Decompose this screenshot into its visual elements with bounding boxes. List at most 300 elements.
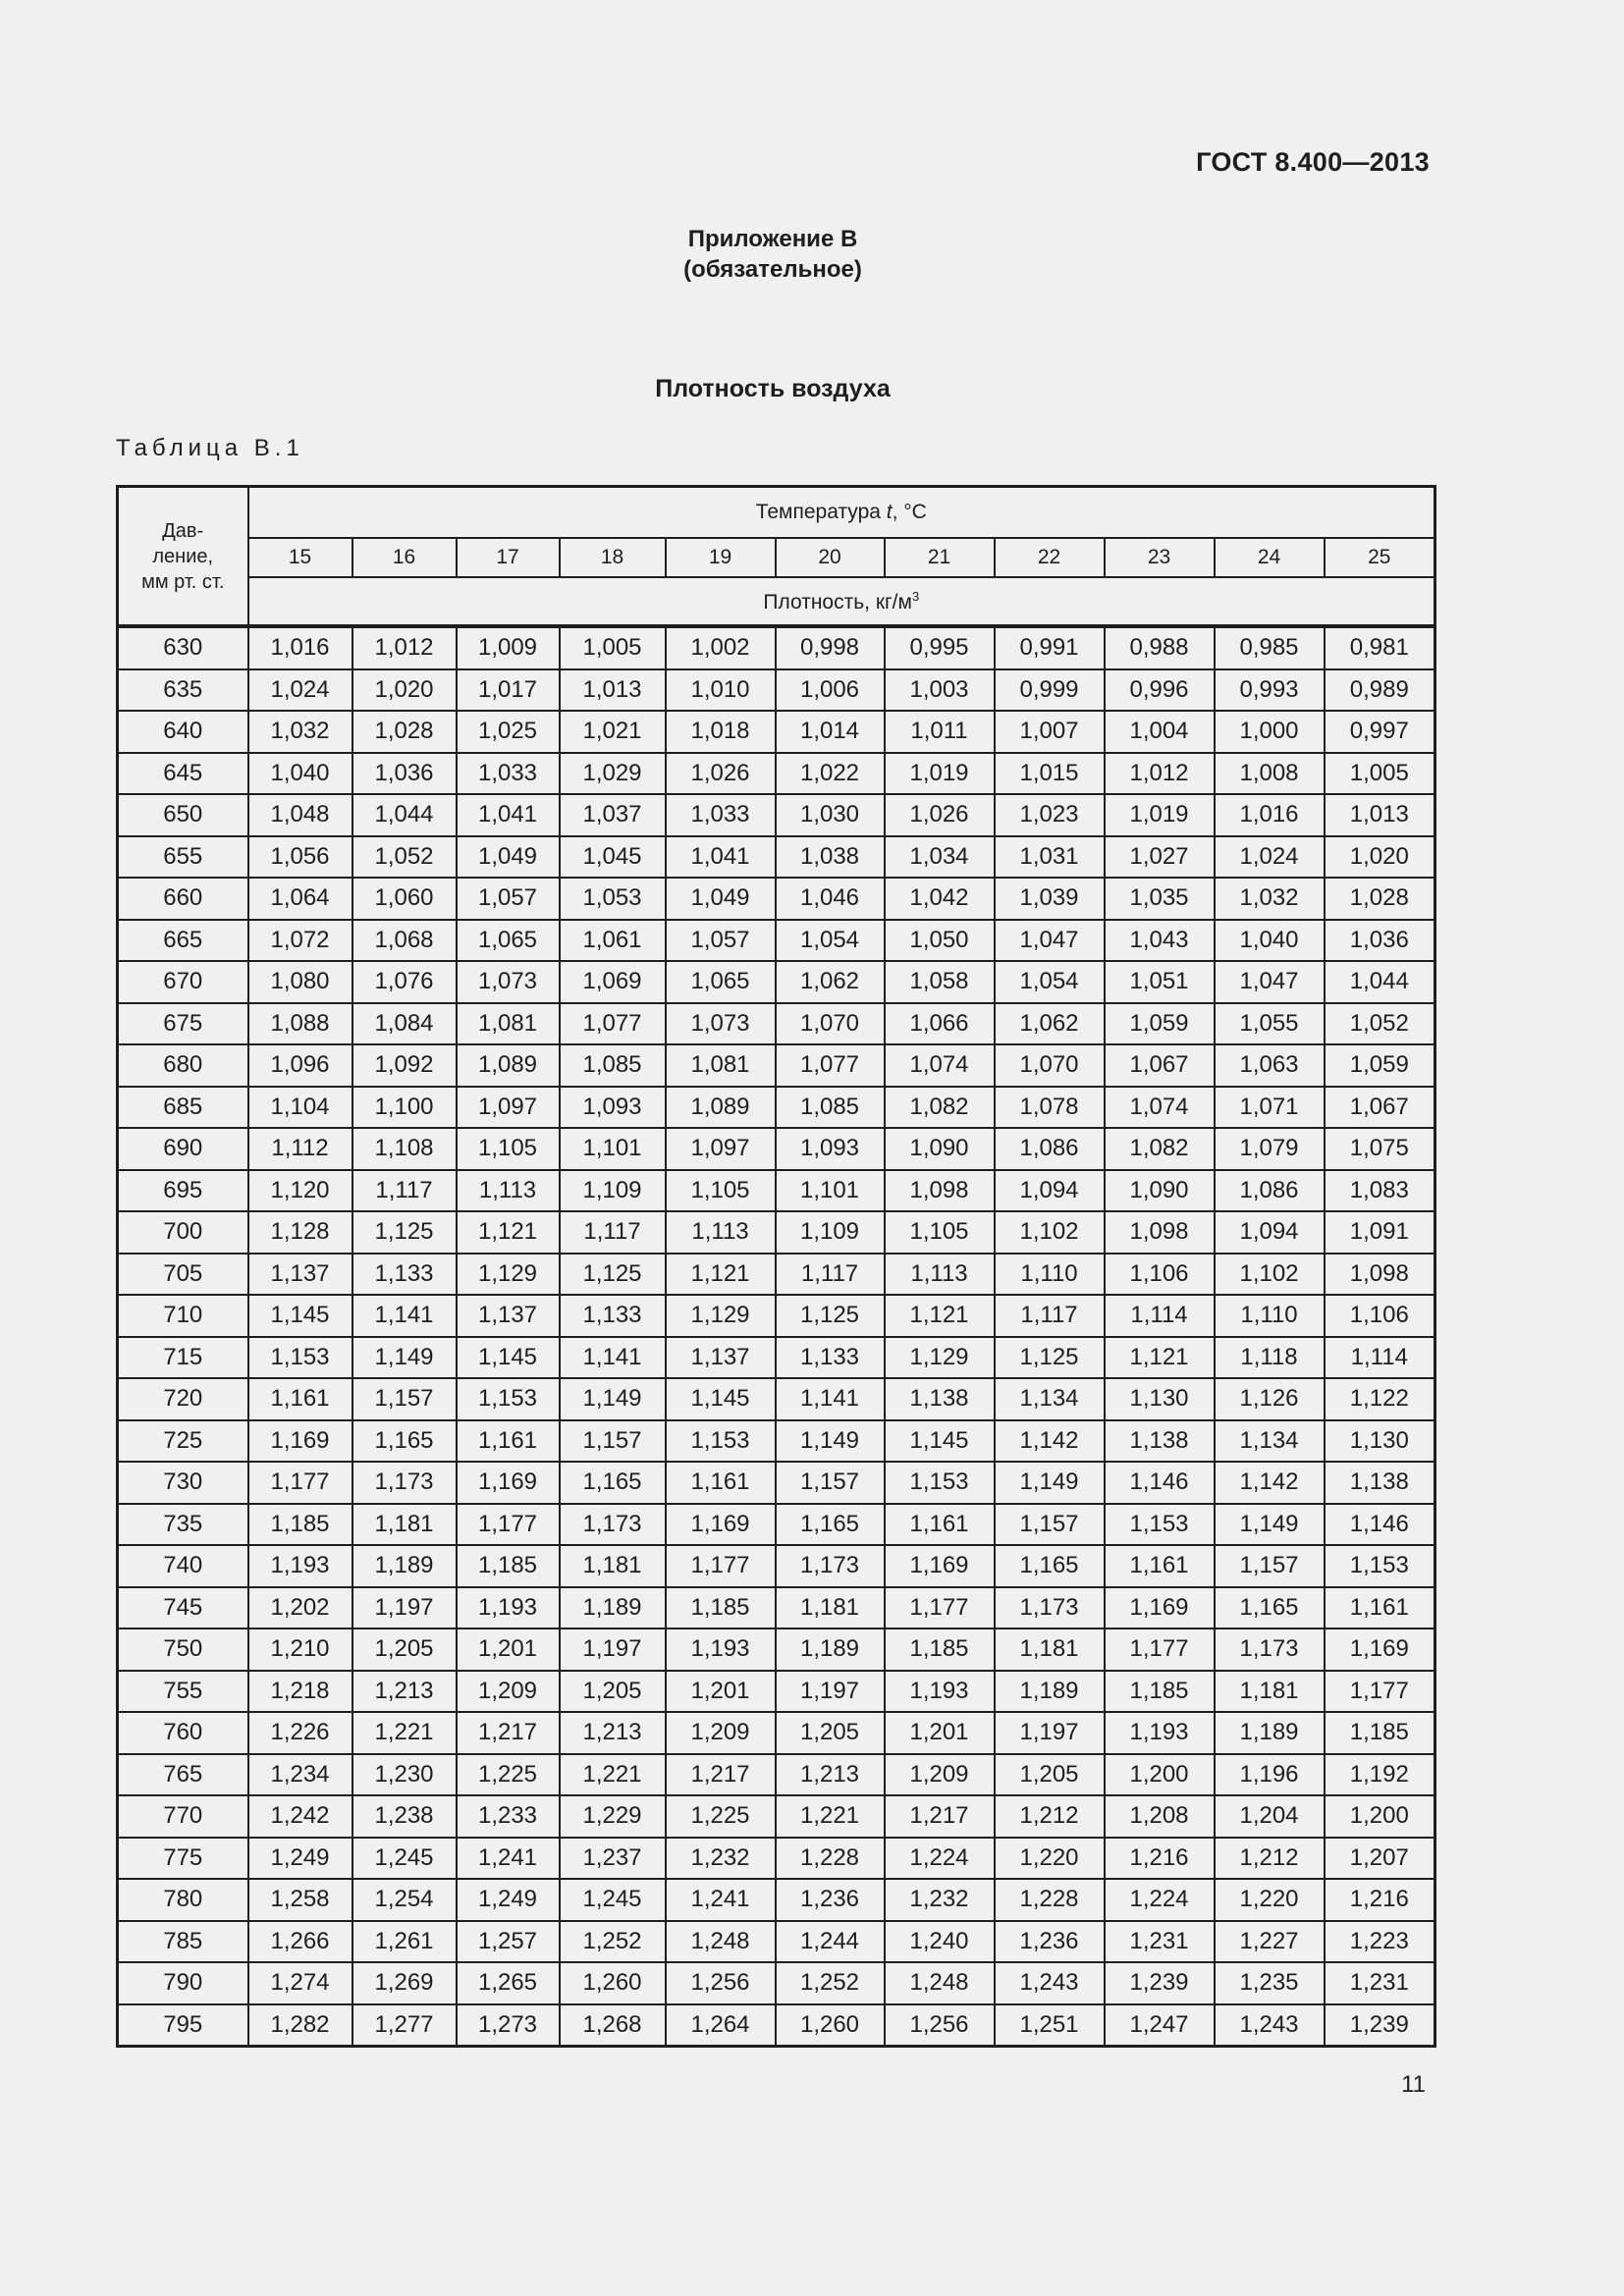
density-cell: 1,201 bbox=[666, 1671, 776, 1713]
density-cell: 1,193 bbox=[666, 1629, 776, 1671]
density-cell: 1,201 bbox=[457, 1629, 560, 1671]
density-cell: 1,282 bbox=[248, 2004, 352, 2047]
density-cell: 1,094 bbox=[995, 1170, 1105, 1212]
table-row bbox=[118, 961, 1435, 1003]
density-cell: 1,117 bbox=[995, 1295, 1105, 1337]
density-cell: 1,057 bbox=[666, 920, 776, 962]
density-cell: 1,264 bbox=[666, 2004, 776, 2047]
density-cell: 1,059 bbox=[1325, 1044, 1435, 1087]
density-cell: 1,161 bbox=[248, 1378, 352, 1420]
density-cell: 1,212 bbox=[1215, 1838, 1325, 1880]
density-cell: 1,090 bbox=[1105, 1170, 1215, 1212]
density-cell: 1,056 bbox=[248, 836, 352, 879]
density-cell: 1,102 bbox=[995, 1211, 1105, 1254]
density-cell: 1,161 bbox=[1325, 1587, 1435, 1629]
pressure-cell: 795 bbox=[118, 2004, 248, 2047]
table-row bbox=[118, 1337, 1435, 1379]
density-cell: 1,027 bbox=[1105, 836, 1215, 879]
pressure-cell: 695 bbox=[118, 1170, 248, 1212]
density-cell: 1,051 bbox=[1105, 961, 1215, 1003]
table-row bbox=[118, 1254, 1435, 1296]
density-cell: 1,217 bbox=[885, 1795, 995, 1838]
density-cell: 1,213 bbox=[776, 1754, 885, 1796]
density-cell: 1,248 bbox=[666, 1921, 776, 1963]
density-cell: 1,129 bbox=[666, 1295, 776, 1337]
density-cell: 0,995 bbox=[885, 626, 995, 669]
table-row bbox=[118, 1295, 1435, 1337]
temperature-column-header: 25 bbox=[1325, 538, 1435, 577]
density-cell: 1,197 bbox=[995, 1712, 1105, 1754]
density-cell: 1,101 bbox=[560, 1128, 666, 1170]
temperature-column-header: 21 bbox=[885, 538, 995, 577]
density-cell: 1,104 bbox=[248, 1087, 352, 1129]
density-cell: 1,205 bbox=[560, 1671, 666, 1713]
density-cell: 1,257 bbox=[457, 1921, 560, 1963]
density-header-superscript: 3 bbox=[911, 588, 920, 604]
density-cell: 1,256 bbox=[885, 2004, 995, 2047]
density-cell: 1,058 bbox=[885, 961, 995, 1003]
density-cell: 1,098 bbox=[1105, 1211, 1215, 1254]
pressure-cell: 690 bbox=[118, 1128, 248, 1170]
density-cell: 0,989 bbox=[1325, 669, 1435, 712]
density-cell: 1,205 bbox=[352, 1629, 457, 1671]
density-cell: 1,005 bbox=[1325, 753, 1435, 795]
density-cell: 1,221 bbox=[776, 1795, 885, 1838]
density-cell: 1,013 bbox=[560, 669, 666, 712]
density-cell: 1,235 bbox=[1215, 1962, 1325, 2004]
density-cell: 1,014 bbox=[776, 711, 885, 753]
temperature-column-header: 23 bbox=[1105, 538, 1215, 577]
density-cell: 1,016 bbox=[1215, 794, 1325, 836]
temperature-column-header: 16 bbox=[352, 538, 457, 577]
density-cell: 1,080 bbox=[248, 961, 352, 1003]
density-cell: 1,177 bbox=[1325, 1671, 1435, 1713]
pressure-cell: 685 bbox=[118, 1087, 248, 1129]
density-cell: 1,137 bbox=[666, 1337, 776, 1379]
density-cell: 1,113 bbox=[666, 1211, 776, 1254]
density-cell: 1,239 bbox=[1325, 2004, 1435, 2047]
density-cell: 1,210 bbox=[248, 1629, 352, 1671]
density-cell: 1,133 bbox=[560, 1295, 666, 1337]
density-cell: 1,032 bbox=[248, 711, 352, 753]
density-cell: 1,173 bbox=[560, 1504, 666, 1546]
density-cell: 1,197 bbox=[560, 1629, 666, 1671]
density-cell: 1,193 bbox=[457, 1587, 560, 1629]
temperature-column-header: 20 bbox=[776, 538, 885, 577]
density-cell: 1,036 bbox=[1325, 920, 1435, 962]
appendix-heading bbox=[0, 224, 1545, 285]
table-row bbox=[118, 1795, 1435, 1838]
density-cell: 1,153 bbox=[1105, 1504, 1215, 1546]
density-cell: 1,138 bbox=[885, 1378, 995, 1420]
pressure-cell: 760 bbox=[118, 1712, 248, 1754]
density-cell: 1,157 bbox=[560, 1420, 666, 1463]
density-cell: 1,268 bbox=[560, 2004, 666, 2047]
density-cell: 1,024 bbox=[248, 669, 352, 712]
density-cell: 1,165 bbox=[560, 1462, 666, 1504]
density-cell: 1,120 bbox=[248, 1170, 352, 1212]
density-cell: 1,209 bbox=[666, 1712, 776, 1754]
density-cell: 1,254 bbox=[352, 1879, 457, 1921]
density-cell: 1,221 bbox=[352, 1712, 457, 1754]
density-cell: 1,130 bbox=[1325, 1420, 1435, 1463]
pressure-cell: 630 bbox=[118, 626, 248, 669]
table-row bbox=[118, 2004, 1435, 2047]
density-cell: 1,121 bbox=[885, 1295, 995, 1337]
density-cell: 1,070 bbox=[995, 1044, 1105, 1087]
density-cell: 1,041 bbox=[457, 794, 560, 836]
density-cell: 0,999 bbox=[995, 669, 1105, 712]
density-cell: 1,121 bbox=[1105, 1337, 1215, 1379]
density-cell: 1,224 bbox=[1105, 1879, 1215, 1921]
density-cell: 1,137 bbox=[457, 1295, 560, 1337]
density-cell: 1,036 bbox=[352, 753, 457, 795]
air-density-table bbox=[116, 485, 1436, 2048]
density-cell: 1,149 bbox=[776, 1420, 885, 1463]
density-cell: 1,047 bbox=[995, 920, 1105, 962]
density-cell: 1,165 bbox=[995, 1545, 1105, 1587]
pressure-cell: 635 bbox=[118, 669, 248, 712]
density-cell: 1,013 bbox=[1325, 794, 1435, 836]
density-cell: 1,089 bbox=[457, 1044, 560, 1087]
density-cell: 1,137 bbox=[248, 1254, 352, 1296]
density-cell: 1,129 bbox=[885, 1337, 995, 1379]
pressure-cell: 735 bbox=[118, 1504, 248, 1546]
density-cell: 1,064 bbox=[248, 878, 352, 920]
pressure-cell: 705 bbox=[118, 1254, 248, 1296]
density-cell: 0,985 bbox=[1215, 626, 1325, 669]
density-cell: 1,217 bbox=[457, 1712, 560, 1754]
density-cell: 1,044 bbox=[352, 794, 457, 836]
density-cell: 1,145 bbox=[885, 1420, 995, 1463]
density-cell: 1,169 bbox=[248, 1420, 352, 1463]
density-cell: 1,102 bbox=[1215, 1254, 1325, 1296]
density-cell: 1,266 bbox=[248, 1921, 352, 1963]
pressure-cell: 770 bbox=[118, 1795, 248, 1838]
density-cell: 1,185 bbox=[1325, 1712, 1435, 1754]
density-cell: 1,024 bbox=[1215, 836, 1325, 879]
table-label: Таблица В.1 bbox=[116, 435, 304, 461]
density-cell: 1,149 bbox=[995, 1462, 1105, 1504]
density-cell: 1,089 bbox=[666, 1087, 776, 1129]
density-cell: 1,069 bbox=[560, 961, 666, 1003]
density-cell: 1,157 bbox=[995, 1504, 1105, 1546]
density-cell: 1,110 bbox=[1215, 1295, 1325, 1337]
density-cell: 1,232 bbox=[666, 1838, 776, 1880]
density-cell: 1,177 bbox=[666, 1545, 776, 1587]
density-cell: 1,247 bbox=[1105, 2004, 1215, 2047]
density-cell: 1,202 bbox=[248, 1587, 352, 1629]
density-cell: 1,145 bbox=[248, 1295, 352, 1337]
density-cell: 1,146 bbox=[1325, 1504, 1435, 1546]
table-row bbox=[118, 1879, 1435, 1921]
density-cell: 1,073 bbox=[666, 1003, 776, 1045]
density-cell: 1,023 bbox=[995, 794, 1105, 836]
pressure-cell: 730 bbox=[118, 1462, 248, 1504]
pressure-cell: 665 bbox=[118, 920, 248, 962]
density-cell: 1,142 bbox=[1215, 1462, 1325, 1504]
density-cell: 1,169 bbox=[885, 1545, 995, 1587]
temperature-header-prefix: Температура bbox=[755, 501, 887, 523]
pressure-cell: 740 bbox=[118, 1545, 248, 1587]
density-cell: 1,093 bbox=[560, 1087, 666, 1129]
pressure-header-line: Дав- bbox=[162, 519, 204, 542]
density-cell: 1,032 bbox=[1215, 878, 1325, 920]
density-cell: 1,161 bbox=[457, 1420, 560, 1463]
density-cell: 1,252 bbox=[776, 1962, 885, 2004]
density-cell: 1,045 bbox=[560, 836, 666, 879]
density-cell: 1,031 bbox=[995, 836, 1105, 879]
table-row bbox=[118, 1754, 1435, 1796]
density-cell: 1,028 bbox=[1325, 878, 1435, 920]
density-cell: 1,082 bbox=[1105, 1128, 1215, 1170]
table-row bbox=[118, 1128, 1435, 1170]
pressure-cell: 790 bbox=[118, 1962, 248, 2004]
density-cell: 1,041 bbox=[666, 836, 776, 879]
pressure-cell: 700 bbox=[118, 1211, 248, 1254]
density-cell: 1,177 bbox=[457, 1504, 560, 1546]
density-cell: 1,185 bbox=[666, 1587, 776, 1629]
density-cell: 1,128 bbox=[248, 1211, 352, 1254]
page-number: 11 bbox=[1401, 2071, 1426, 2098]
density-cell: 1,034 bbox=[885, 836, 995, 879]
table-row bbox=[118, 1003, 1435, 1045]
table-row bbox=[118, 1044, 1435, 1087]
density-cell: 1,197 bbox=[776, 1671, 885, 1713]
density-cell: 1,114 bbox=[1325, 1337, 1435, 1379]
density-cell: 1,043 bbox=[1105, 920, 1215, 962]
temperature-column-header: 24 bbox=[1215, 538, 1325, 577]
density-cell: 0,991 bbox=[995, 626, 1105, 669]
pressure-cell: 670 bbox=[118, 961, 248, 1003]
density-cell: 1,228 bbox=[776, 1838, 885, 1880]
density-cell: 1,078 bbox=[995, 1087, 1105, 1129]
density-cell: 1,213 bbox=[560, 1712, 666, 1754]
density-cell: 1,097 bbox=[457, 1087, 560, 1129]
density-cell: 1,012 bbox=[1105, 753, 1215, 795]
density-cell: 1,231 bbox=[1325, 1962, 1435, 2004]
density-cell: 1,015 bbox=[995, 753, 1105, 795]
temperature-column-header: 17 bbox=[457, 538, 560, 577]
density-cell: 1,189 bbox=[776, 1629, 885, 1671]
density-cell: 1,109 bbox=[560, 1170, 666, 1212]
pressure-cell: 785 bbox=[118, 1921, 248, 1963]
density-cell: 1,113 bbox=[457, 1170, 560, 1212]
density-cell: 0,998 bbox=[776, 626, 885, 669]
density-cell: 1,072 bbox=[248, 920, 352, 962]
density-cell: 1,145 bbox=[666, 1378, 776, 1420]
density-cell: 1,042 bbox=[885, 878, 995, 920]
density-cell: 1,077 bbox=[776, 1044, 885, 1087]
density-cell: 1,025 bbox=[457, 711, 560, 753]
density-cell: 1,030 bbox=[776, 794, 885, 836]
density-cell: 1,048 bbox=[248, 794, 352, 836]
density-cell: 1,084 bbox=[352, 1003, 457, 1045]
density-cell: 1,106 bbox=[1325, 1295, 1435, 1337]
pressure-cell: 675 bbox=[118, 1003, 248, 1045]
density-cell: 1,086 bbox=[1215, 1170, 1325, 1212]
density-cell: 1,249 bbox=[457, 1879, 560, 1921]
density-cell: 0,993 bbox=[1215, 669, 1325, 712]
density-cell: 1,118 bbox=[1215, 1337, 1325, 1379]
density-cell: 1,244 bbox=[776, 1921, 885, 1963]
density-cell: 1,122 bbox=[1325, 1378, 1435, 1420]
pressure-cell: 645 bbox=[118, 753, 248, 795]
density-cell: 1,085 bbox=[560, 1044, 666, 1087]
density-header-text: Плотность, кг/м bbox=[763, 590, 912, 614]
density-cell: 1,033 bbox=[666, 794, 776, 836]
density-cell: 1,224 bbox=[885, 1838, 995, 1880]
density-cell: 1,220 bbox=[995, 1838, 1105, 1880]
density-cell: 1,173 bbox=[995, 1587, 1105, 1629]
density-cell: 1,016 bbox=[248, 626, 352, 669]
density-cell: 1,173 bbox=[352, 1462, 457, 1504]
density-cell: 1,125 bbox=[995, 1337, 1105, 1379]
density-cell: 1,169 bbox=[666, 1504, 776, 1546]
density-cell: 1,091 bbox=[1325, 1211, 1435, 1254]
density-cell: 1,005 bbox=[560, 626, 666, 669]
density-cell: 1,181 bbox=[560, 1545, 666, 1587]
density-cell: 1,240 bbox=[885, 1921, 995, 1963]
density-cell: 1,157 bbox=[776, 1462, 885, 1504]
density-cell: 1,117 bbox=[352, 1170, 457, 1212]
density-cell: 1,134 bbox=[995, 1378, 1105, 1420]
pressure-cell: 780 bbox=[118, 1879, 248, 1921]
table-row bbox=[118, 626, 1435, 669]
density-cell: 1,236 bbox=[995, 1921, 1105, 1963]
density-cell: 1,067 bbox=[1325, 1087, 1435, 1129]
density-cell: 1,265 bbox=[457, 1962, 560, 2004]
density-cell: 1,189 bbox=[995, 1671, 1105, 1713]
density-cell: 1,145 bbox=[457, 1337, 560, 1379]
density-cell: 1,153 bbox=[248, 1337, 352, 1379]
density-cell: 1,073 bbox=[457, 961, 560, 1003]
density-cell: 1,126 bbox=[1215, 1378, 1325, 1420]
density-cell: 1,141 bbox=[352, 1295, 457, 1337]
temperature-header bbox=[248, 487, 1435, 539]
density-cell: 1,153 bbox=[885, 1462, 995, 1504]
density-cell: 1,022 bbox=[776, 753, 885, 795]
density-cell: 1,200 bbox=[1105, 1754, 1215, 1796]
density-cell: 1,019 bbox=[885, 753, 995, 795]
pressure-cell: 745 bbox=[118, 1587, 248, 1629]
density-cell: 1,133 bbox=[352, 1254, 457, 1296]
pressure-cell: 720 bbox=[118, 1378, 248, 1420]
temperature-column-header: 22 bbox=[995, 538, 1105, 577]
density-cell: 1,169 bbox=[1105, 1587, 1215, 1629]
density-cell: 1,197 bbox=[352, 1587, 457, 1629]
density-cell: 1,068 bbox=[352, 920, 457, 962]
density-cell: 1,039 bbox=[995, 878, 1105, 920]
pressure-header bbox=[118, 487, 248, 627]
density-cell: 1,130 bbox=[1105, 1378, 1215, 1420]
density-cell: 1,189 bbox=[1215, 1712, 1325, 1754]
density-cell: 1,062 bbox=[995, 1003, 1105, 1045]
table-row bbox=[118, 836, 1435, 879]
density-cell: 1,237 bbox=[560, 1838, 666, 1880]
density-cell: 1,059 bbox=[1105, 1003, 1215, 1045]
density-cell: 1,149 bbox=[1215, 1504, 1325, 1546]
pressure-header-line: ление, bbox=[152, 545, 214, 567]
density-cell: 1,105 bbox=[885, 1211, 995, 1254]
density-cell: 1,057 bbox=[457, 878, 560, 920]
density-cell: 1,067 bbox=[1105, 1044, 1215, 1087]
density-cell: 1,071 bbox=[1215, 1087, 1325, 1129]
density-cell: 1,157 bbox=[352, 1378, 457, 1420]
density-cell: 0,997 bbox=[1325, 711, 1435, 753]
density-cell: 1,261 bbox=[352, 1921, 457, 1963]
density-cell: 0,981 bbox=[1325, 626, 1435, 669]
density-cell: 1,105 bbox=[457, 1128, 560, 1170]
density-cell: 1,193 bbox=[248, 1545, 352, 1587]
table-row bbox=[118, 1671, 1435, 1713]
temperature-unit: , °C bbox=[892, 501, 927, 523]
density-cell: 1,181 bbox=[352, 1504, 457, 1546]
density-cell: 1,021 bbox=[560, 711, 666, 753]
density-cell: 1,169 bbox=[1325, 1629, 1435, 1671]
temperature-column-header: 15 bbox=[248, 538, 352, 577]
density-cell: 1,220 bbox=[1215, 1879, 1325, 1921]
density-cell: 1,125 bbox=[560, 1254, 666, 1296]
density-cell: 1,252 bbox=[560, 1921, 666, 1963]
pressure-cell: 640 bbox=[118, 711, 248, 753]
density-cell: 1,218 bbox=[248, 1671, 352, 1713]
density-cell: 1,092 bbox=[352, 1044, 457, 1087]
density-cell: 1,196 bbox=[1215, 1754, 1325, 1796]
density-cell: 1,181 bbox=[1215, 1671, 1325, 1713]
density-cell: 1,269 bbox=[352, 1962, 457, 2004]
density-cell: 1,026 bbox=[666, 753, 776, 795]
density-cell: 1,090 bbox=[885, 1128, 995, 1170]
temperature-symbol: t bbox=[886, 501, 893, 523]
density-cell: 1,242 bbox=[248, 1795, 352, 1838]
density-cell: 1,037 bbox=[560, 794, 666, 836]
density-cell: 1,038 bbox=[776, 836, 885, 879]
density-cell: 1,173 bbox=[776, 1545, 885, 1587]
density-cell: 1,229 bbox=[560, 1795, 666, 1838]
density-cell: 1,020 bbox=[352, 669, 457, 712]
pressure-cell: 660 bbox=[118, 878, 248, 920]
density-cell: 1,149 bbox=[352, 1337, 457, 1379]
density-cell: 1,177 bbox=[248, 1462, 352, 1504]
pressure-cell: 655 bbox=[118, 836, 248, 879]
density-cell: 1,216 bbox=[1105, 1838, 1215, 1880]
pressure-header-line: мм рт. ст. bbox=[141, 570, 225, 593]
density-cell: 1,050 bbox=[885, 920, 995, 962]
density-cell: 1,049 bbox=[457, 836, 560, 879]
density-cell: 1,113 bbox=[885, 1254, 995, 1296]
density-cell: 1,193 bbox=[885, 1671, 995, 1713]
density-cell: 1,028 bbox=[352, 711, 457, 753]
density-cell: 1,185 bbox=[457, 1545, 560, 1587]
density-cell: 1,106 bbox=[1105, 1254, 1215, 1296]
table-row bbox=[118, 1962, 1435, 2004]
density-cell: 1,105 bbox=[666, 1170, 776, 1212]
table-row bbox=[118, 1420, 1435, 1463]
density-cell: 1,125 bbox=[352, 1211, 457, 1254]
appendix-status: (обязательное) bbox=[683, 256, 862, 283]
density-cell: 1,161 bbox=[885, 1504, 995, 1546]
table-row bbox=[118, 1504, 1435, 1546]
density-cell: 1,117 bbox=[560, 1211, 666, 1254]
table-body bbox=[118, 626, 1435, 2047]
density-cell: 1,153 bbox=[457, 1378, 560, 1420]
table-row bbox=[118, 753, 1435, 795]
density-cell: 1,008 bbox=[1215, 753, 1325, 795]
density-cell: 1,083 bbox=[1325, 1170, 1435, 1212]
density-cell: 1,260 bbox=[560, 1962, 666, 2004]
density-cell: 1,109 bbox=[776, 1211, 885, 1254]
